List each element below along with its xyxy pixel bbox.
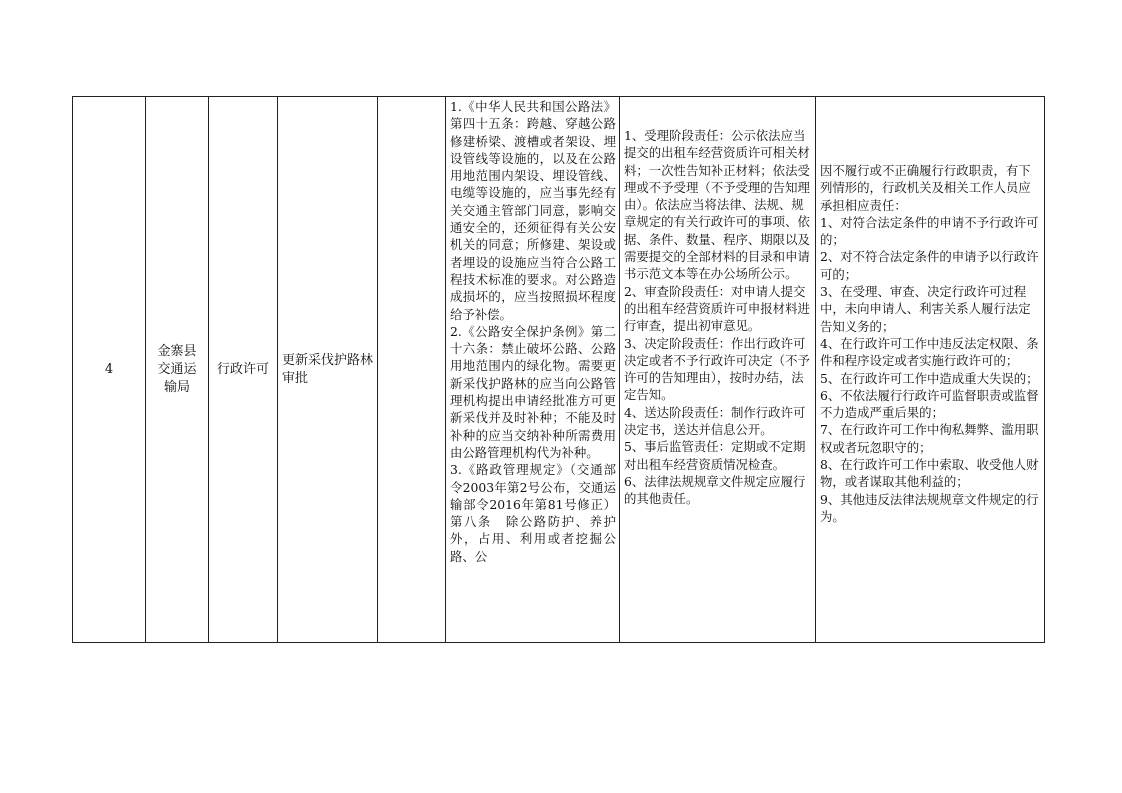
liability-item: 4、在行政许可工作中违反法定权限、条件和程序设定或者实施行政许可的；	[820, 335, 1039, 369]
item-name-cell	[278, 97, 378, 642]
liability-item: 5、在行政许可工作中造成重大失误的；	[820, 370, 1039, 386]
legal-basis-item: 1.《中华人民共和国公路法》第四十五条：跨越、穿越公路修建桥梁、渡槽或者架设、埋设管线等设施的，以及在公路用地范围内架设、埋设管线、电缆等设施的，应当事先经有关交通主管部门同意，影响交通安全的，还须征得有关公安机关的同意；所修建、架设或者埋设的设施应当符合公路工程技术标准的要求。对公路造成损坏的，应当按照损坏程度给予补偿。	[450, 99, 616, 322]
empty-cell	[378, 97, 446, 642]
liability-item: 2、对不符合法定条件的申请予以行政许可的；	[820, 249, 1039, 282]
department-line: 交通运	[157, 361, 197, 377]
power-type: 行政许可	[216, 361, 269, 377]
liability-item: 1、对符合法定条件的申请不予行政许可的；	[820, 214, 1039, 248]
responsibility-item: 1、受理阶段责任：公示依法应当提交的出租车经营资质许可相关材料；一次性告知补正材料；依法受理或不予受理（不予受理的告知理由）。依法应当将法律、法规、规章规定的有关行政许可的事项、依据、条件、数量、程序、期限以及需要提交的全部材料的目录和申请书示范文本等在办公场所公示。	[624, 128, 810, 282]
legal-basis-cell	[446, 97, 620, 642]
department-line: 金寨县	[157, 343, 197, 359]
responsibilities-cell	[620, 97, 816, 642]
liability-item: 7、在行政许可工作中徇私舞弊、滥用职权或者玩忽职守的；	[820, 422, 1039, 455]
department-line: 输局	[163, 379, 190, 395]
power-list-table	[72, 96, 1045, 643]
responsibility-item: 4、送达阶段责任：制作行政许可决定书，送达并信息公开。	[624, 404, 806, 438]
responsibility-item: 6、法律法规规章文件规定应履行的其他责任。	[624, 473, 806, 507]
item-name: 更新采伐护路林审批	[282, 352, 374, 386]
legal-basis-item: 2.《公路安全保护条例》第二十六条：禁止破坏公路、公路用地范围内的绿化物。需要更新采伐护路林的应当向公路管理机构提出申请经批准方可更新采伐并及时补种；不能及时补种的应当交纳补种所需费用由公路管理机构代为补种。	[450, 323, 616, 460]
liabilities-cell	[816, 97, 1046, 642]
responsibility-item: 3、决定阶段责任：作出行政许可决定或者不予行政许可决定（不予许可的告知理由），按时办结，法定告知。	[624, 335, 810, 403]
liability-item: 6、不依法履行行政许可监督职责或监督不力造成严重后果的；	[820, 387, 1039, 421]
legal-basis-item: 3.《路政管理规定》（交通部令2003年第2号公布，交通运输部令2016年第81号修正）第八条 除公路防护、养护外，占用、利用或者挖掘公路、公	[450, 462, 616, 564]
liability-item: 因不履行或不正确履行行政职责，有下列情形的，行政机关及相关工作人员应承担相应责任：	[820, 163, 1031, 213]
index-cell	[73, 97, 146, 642]
department-cell	[146, 97, 209, 642]
responsibility-item: 2、审查阶段责任：对申请人提交的出租车经营资质许可申报材料进行审查，提出初审意见。	[624, 283, 810, 334]
liability-item: 3、在受理、审查、决定行政许可过程中，未向申请人、利害关系人履行法定告知义务的；	[820, 284, 1031, 334]
liability-item: 9、其他违反法律法规规章文件规定的行为。	[820, 491, 1039, 524]
row-index: 4	[104, 361, 114, 377]
power-type-cell	[209, 97, 278, 642]
liability-item: 8、在行政许可工作中索取、收受他人财物，或者谋取其他利益的；	[820, 457, 1039, 490]
responsibility-item: 5、事后监管责任：定期或不定期对出租车经营资质情况检查。	[624, 439, 806, 472]
